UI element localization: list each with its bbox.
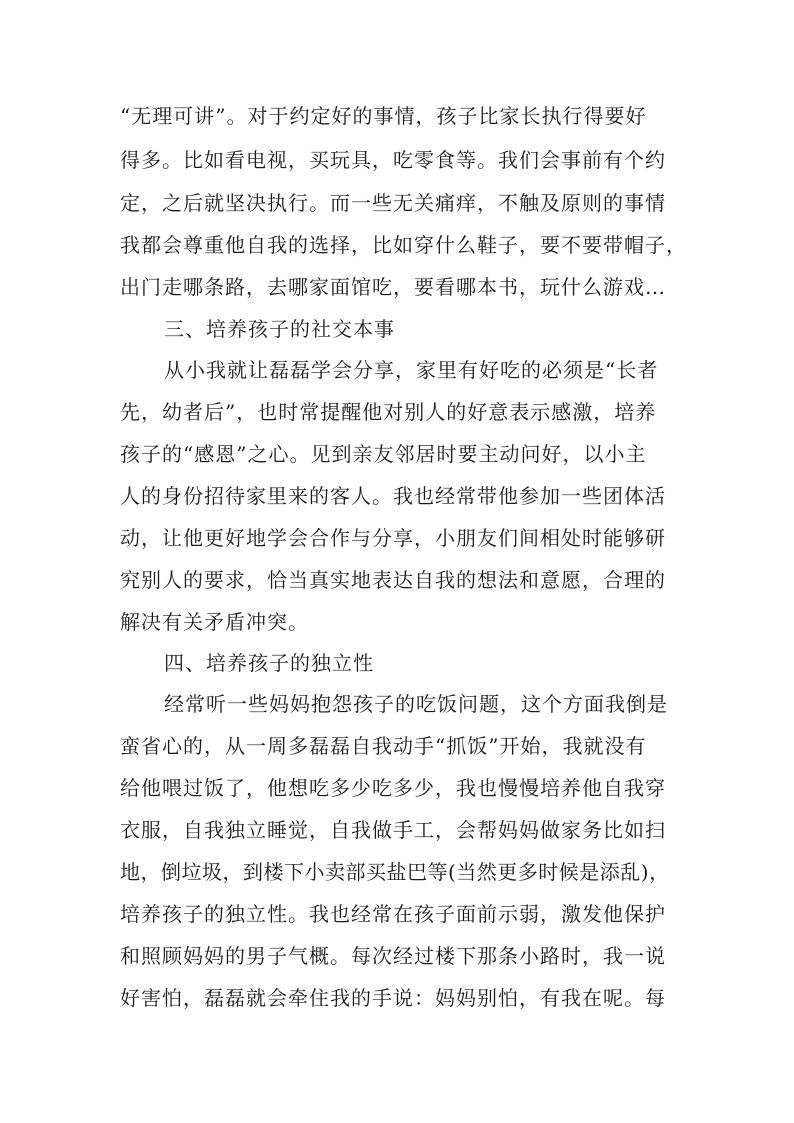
text-line: 好害怕，磊磊就会牵住我的手说：妈妈别怕，有我在呢。每 — [120, 986, 666, 1010]
text-line: 给他喂过饭了，他想吃多少吃多少，我也慢慢培养他自我穿 — [120, 776, 666, 800]
text-line: 究别人的要求，恰当真实地表达自我的想法和意愿，合理的 — [120, 568, 666, 592]
text-line: 先，幼者后”，也时常提醒他对别人的好意表示感激，培养 — [120, 400, 657, 424]
text-line: “无理可讲”。对于约定好的事情，孩子比家长执行得要好 — [120, 104, 647, 128]
paragraph-first-line: 经常听一些妈妈抱怨孩子的吃饭问题，这个方面我倒是 — [164, 692, 668, 716]
text-line: 地，倒垃圾，到楼下小卖部买盐巴等(当然更多时候是添乱)， — [120, 860, 670, 884]
paragraph-first-line: 从小我就让磊磊学会分享，家里有好吃的必须是“长者 — [164, 358, 659, 382]
text-line: 和照顾妈妈的男子气概。每次经过楼下那条小路时，我一说 — [120, 944, 666, 968]
text-line: 人的身份招待家里来的客人。我也经常带他参加一些团体活 — [120, 484, 666, 508]
text-line: 解决有关矛盾冲突。 — [120, 610, 309, 634]
text-line: 孩子的“感恩”之心。见到亲友邻居时要主动问好，以小主 — [120, 442, 647, 466]
text-line: 我都会尊重他自我的选择，比如穿什么鞋子，要不要带帽子， — [120, 233, 687, 257]
section-heading: 三、培养孩子的社交本事 — [164, 317, 395, 341]
text-line: 动，让他更好地学会合作与分享，小朋友们间相处时能够研 — [120, 526, 666, 550]
text-line: 培养孩子的独立性。我也经常在孩子面前示弱，激发他保护 — [120, 902, 666, 926]
text-line: 蛮省心的，从一周多磊磊自我动手“抓饭”开始，我就没有 — [120, 734, 647, 758]
text-line: 出门走哪条路，去哪家面馆吃，要看哪本书，玩什么游戏… — [120, 275, 666, 299]
section-heading: 四、培养孩子的独立性 — [164, 651, 374, 675]
text-line: 定，之后就坚决执行。而一些无关痛痒，不触及原则的事情 — [120, 191, 666, 215]
text-line: 衣服，自我独立睡觉，自我做手工，会帮妈妈做家务比如扫 — [120, 818, 666, 842]
text-line: 得多。比如看电视，买玩具，吃零食等。我们会事前有个约 — [120, 148, 666, 172]
